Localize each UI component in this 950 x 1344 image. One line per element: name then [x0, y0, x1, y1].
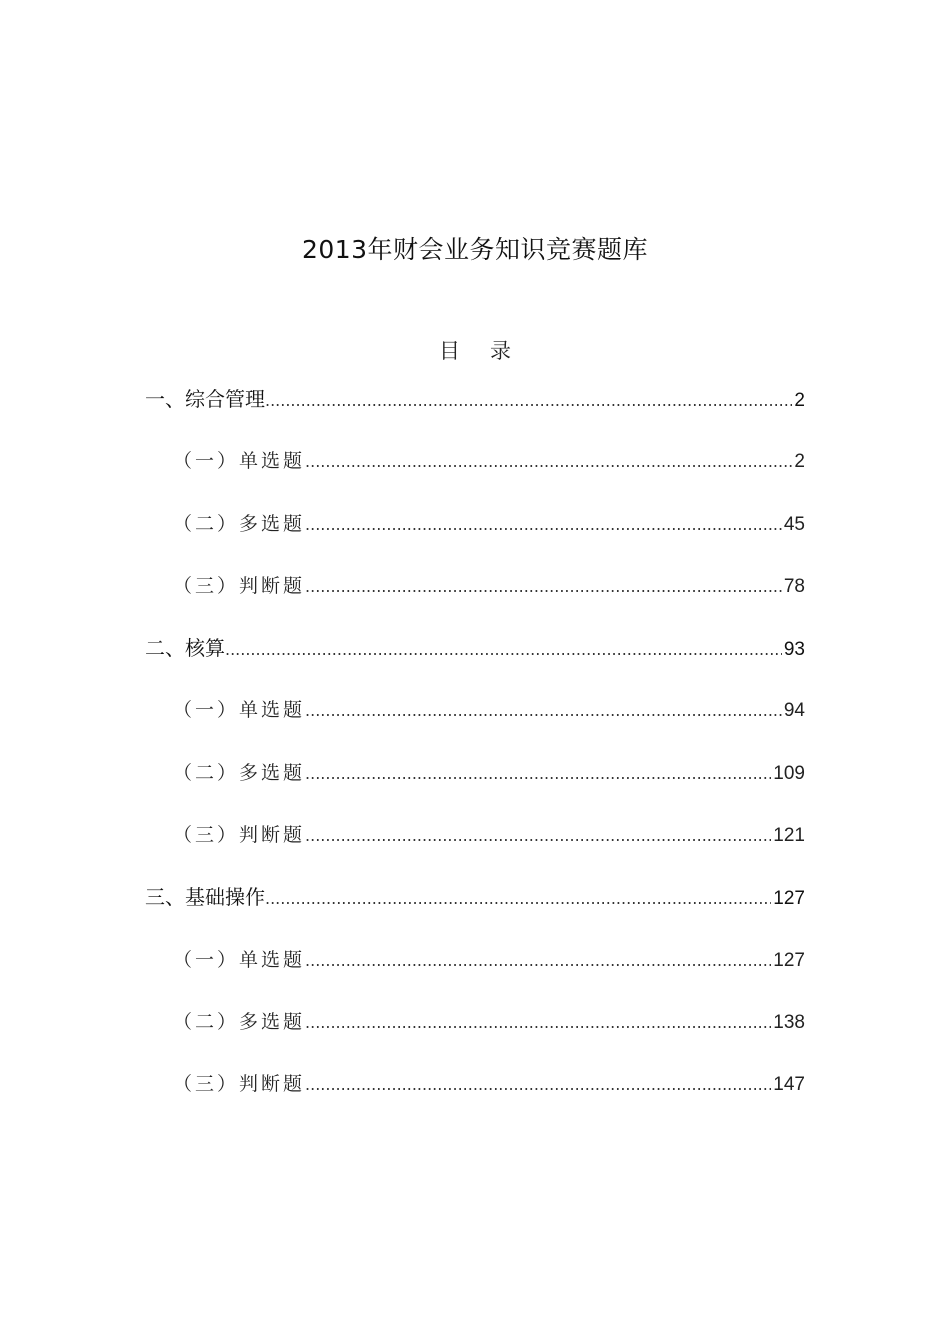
toc-entry-section-3-single-choice[interactable]	[145, 943, 805, 1005]
toc-entry-page: 45	[783, 513, 805, 535]
toc-entry-label: （一）单选题	[173, 699, 306, 722]
toc-dot-leader	[265, 882, 771, 916]
toc-entry-page: 127	[773, 949, 805, 971]
toc-entry-page: 2	[794, 451, 805, 473]
toc-entry-section-3-multiple-choice[interactable]	[145, 1005, 805, 1067]
toc-entry-section-1[interactable]	[145, 382, 805, 444]
toc-dot-leader	[305, 694, 782, 728]
toc-entry-label: （二）多选题	[173, 1010, 306, 1033]
toc-entry-label: （二）多选题	[173, 512, 306, 535]
toc-dot-leader	[305, 1068, 771, 1102]
toc-heading: 目录	[439, 339, 541, 363]
toc-entry-page: 127	[773, 888, 805, 910]
toc-entry-section-2-true-false[interactable]	[145, 818, 805, 880]
table-of-contents	[145, 382, 805, 1130]
toc-dot-leader	[305, 819, 771, 853]
toc-entry-label: （一）单选题	[173, 948, 306, 971]
toc-entry-label: 一、综合管理	[145, 387, 265, 411]
toc-entry-page: 138	[773, 1011, 805, 1033]
toc-dot-leader	[225, 633, 782, 667]
toc-entry-label: （三）判断题	[173, 824, 306, 847]
toc-dot-leader	[305, 445, 792, 479]
toc-entry-section-1-true-false[interactable]	[145, 569, 805, 631]
toc-dot-leader	[305, 508, 782, 542]
toc-entry-page: 78	[783, 575, 805, 597]
toc-entry-page: 121	[773, 825, 805, 847]
toc-entry-label: （三）判断题	[173, 574, 306, 597]
toc-entry-page: 109	[773, 762, 805, 784]
toc-entry-page: 94	[783, 700, 805, 722]
toc-entry-section-1-multiple-choice[interactable]	[145, 507, 805, 569]
toc-entry-label: （一）单选题	[173, 450, 306, 473]
toc-dot-leader	[305, 944, 771, 978]
toc-entry-section-3-true-false[interactable]	[145, 1067, 805, 1129]
toc-entry-section-2-multiple-choice[interactable]	[145, 756, 805, 818]
toc-dot-leader	[305, 757, 771, 791]
toc-entry-section-2-single-choice[interactable]	[145, 693, 805, 755]
toc-dot-leader	[305, 570, 782, 604]
toc-entry-label: （三）判断题	[173, 1073, 306, 1096]
toc-entry-page: 93	[783, 639, 805, 661]
toc-entry-section-1-single-choice[interactable]	[145, 444, 805, 506]
toc-entry-section-2[interactable]	[145, 631, 805, 693]
toc-entry-label: （二）多选题	[173, 761, 306, 784]
toc-entry-page: 147	[773, 1074, 805, 1096]
toc-entry-section-3[interactable]	[145, 880, 805, 942]
toc-dot-leader	[305, 1006, 771, 1040]
toc-entry-page: 2	[794, 390, 805, 411]
toc-entry-label: 三、基础操作	[145, 885, 265, 910]
document-title: 2013年财会业务知识竞赛题库	[301, 235, 649, 264]
toc-entry-label: 二、核算	[145, 636, 225, 661]
toc-dot-leader	[265, 384, 792, 418]
